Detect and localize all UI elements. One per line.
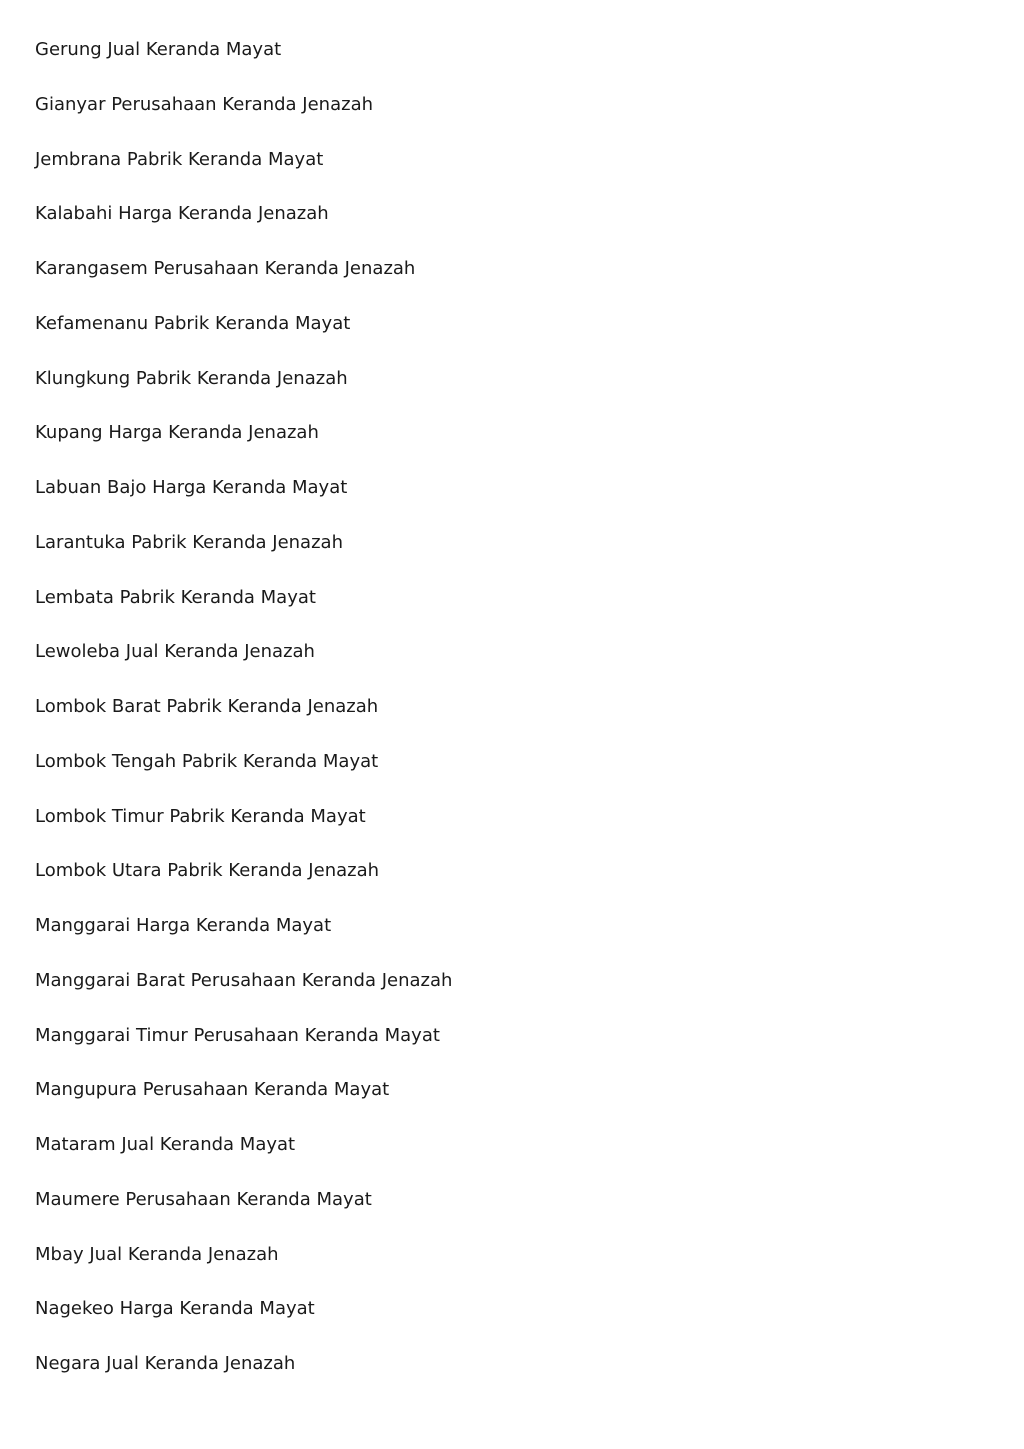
list-item: Negara Jual Keranda Jenazah	[35, 1353, 296, 1374]
list-item: Mangupura Perusahaan Keranda Mayat	[35, 1079, 390, 1101]
list-item: Kalabahi Harga Keranda Jenazah	[35, 203, 329, 225]
list-item: Jembrana Pabrik Keranda Mayat	[35, 148, 324, 170]
list-item: Klungkung Pabrik Keranda Jenazah	[35, 367, 348, 389]
list-item: Kupang Harga Keranda Jenazah	[35, 422, 319, 444]
list-item: Karangasem Perusahaan Keranda Jenazah	[35, 258, 416, 279]
document-page	[35, 37, 995, 1406]
list-item: Lombok Utara Pabrik Keranda Jenazah	[35, 860, 380, 882]
list-item: Gianyar Perusahaan Keranda Jenazah	[35, 93, 374, 115]
list-item: Mbay Jual Keranda Jenazah	[35, 1243, 279, 1265]
list-item: Nagekeo Harga Keranda Mayat	[35, 1298, 315, 1320]
list-item: Lombok Timur Pabrik Keranda Mayat	[35, 805, 366, 827]
list-item: Manggarai Barat Perusahaan Keranda Jenazah	[35, 969, 453, 991]
list-item: Labuan Bajo Harga Keranda Mayat	[35, 477, 348, 498]
list-item: Mataram Jual Keranda Mayat	[35, 1134, 296, 1155]
list-item: Maumere Perusahaan Keranda Mayat	[35, 1188, 372, 1210]
location-list	[35, 37, 995, 1406]
list-item: Kefamenanu Pabrik Keranda Mayat	[35, 312, 351, 334]
list-item: Manggarai Harga Keranda Mayat	[35, 915, 332, 936]
list-item: Manggarai Timur Perusahaan Keranda Mayat	[35, 1024, 440, 1046]
list-item: Lombok Barat Pabrik Keranda Jenazah	[35, 696, 379, 717]
list-item: Lewoleba Jual Keranda Jenazah	[35, 641, 315, 663]
list-item: Lembata Pabrik Keranda Mayat	[35, 586, 316, 608]
list-item: Larantuka Pabrik Keranda Jenazah	[35, 531, 343, 553]
list-item: Lombok Tengah Pabrik Keranda Mayat	[35, 750, 379, 772]
list-item: Gerung Jual Keranda Mayat	[35, 39, 282, 60]
